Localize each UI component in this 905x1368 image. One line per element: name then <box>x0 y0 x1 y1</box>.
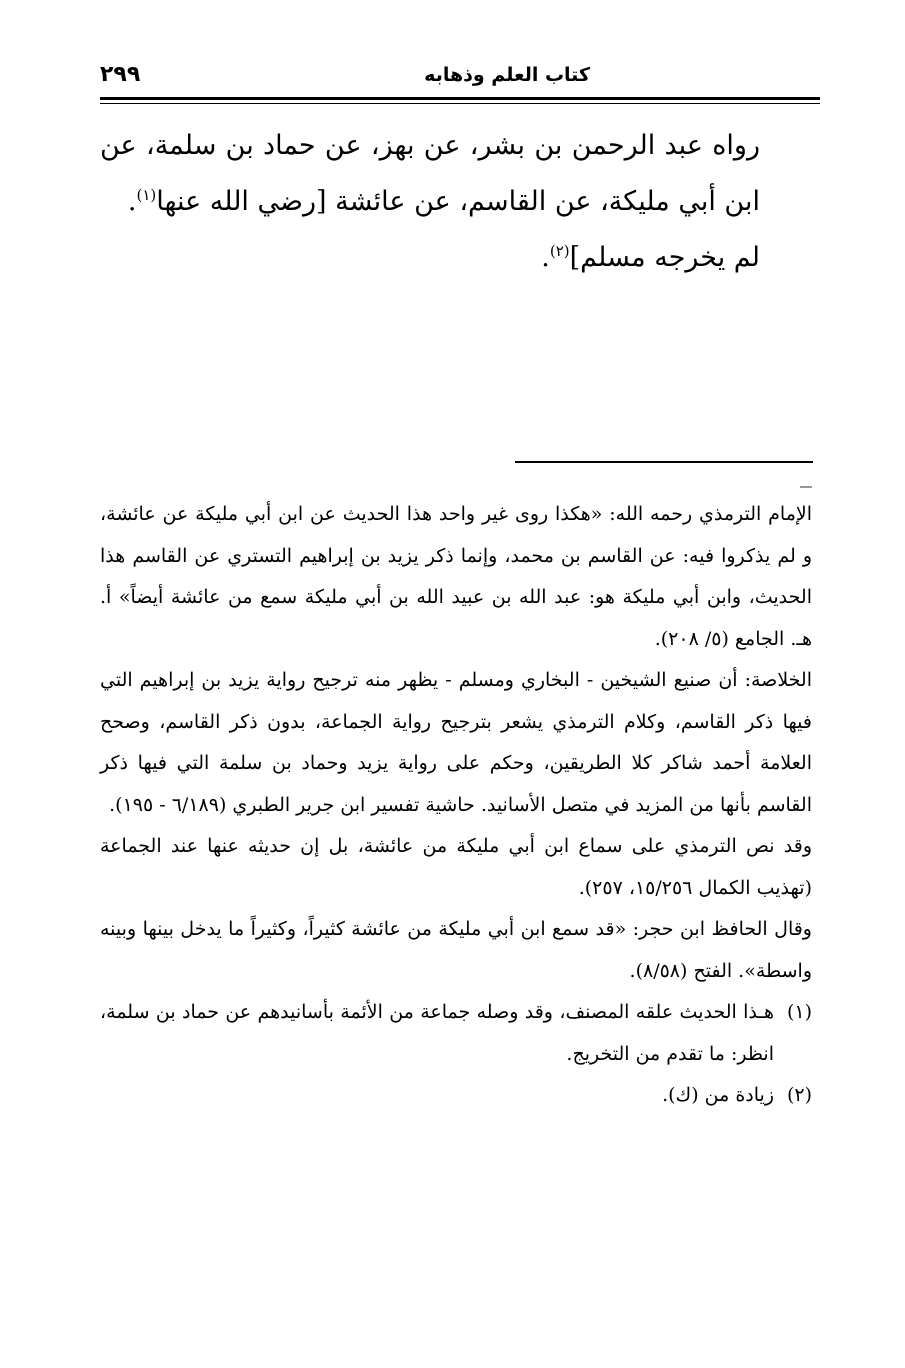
main-text <box>100 118 820 286</box>
book-title: كتاب العلم وذهابه <box>424 64 590 86</box>
footnote-continuation-1: الإمام الترمذي رحمه الله: «هكذا روى غير واحد هذا الحديث عن ابن أبي مليكة عن عائشة، و لم يذكروا فيه: عن القاسم بن محمد، وإنما ذكر يزيد بن إبراهيم التستري عن القاسم هذا الحديث، وابن أبي مليكة هو: عبد الله بن عبيد الله بن أبي مليكة سمع من عائشة أيضاً» أ. هـ. الجامع (٥/ ٢٠٨). <box>100 503 812 650</box>
header-rule-thin <box>100 103 820 104</box>
footnote-separator <box>515 461 813 463</box>
footnote-ref-2: (٢) <box>549 242 570 260</box>
main-paragraph-2-end: . <box>541 242 550 273</box>
main-paragraph-2-text: لم يخرجه مسلم] <box>569 242 760 273</box>
footnotes <box>100 494 812 1117</box>
footnote-ref-1: (١) <box>136 186 157 204</box>
page-number: ٢٩٩ <box>100 62 141 87</box>
scan-mark <box>800 486 812 488</box>
footnote-continuation-2: الخلاصة: أن صنيع الشيخين - البخاري ومسلم - يظهر منه ترجيح رواية يزيد بن إبراهيم التي فيها ذكر القاسم، وكلام الترمذي يشعر بترجيح رواية الجماعة، بدون ذكر القاسم، وصحح العلامة أحمد شاكر كلا الطريقين، وحكم على رواية يزيد وحماد بن سلمة التي فيها ذكر القاسم بأنها من المزيد في متصل الأسانيد. حاشية تفسير ابن جرير الطبري (٦/١٨٩ - ١٩٥). <box>100 669 812 816</box>
footnote-2 <box>100 1075 812 1117</box>
footnote-2-text: زيادة من (ك). <box>662 1084 774 1106</box>
running-header <box>100 62 820 100</box>
main-paragraph-1 <box>100 118 820 230</box>
footnote-1 <box>100 992 812 1075</box>
header-rule <box>100 97 820 100</box>
footnote-continuation-3: وقد نص الترمذي على سماع ابن أبي مليكة من عائشة، بل إن حديثه عنها عند الجماعة (تهذيب الكمال ١٥/٢٥٦، ٢٥٧). <box>100 835 812 899</box>
footnote-continuation-4: وقال الحافظ ابن حجر: «قد سمع ابن أبي مليكة من عائشة كثيراً، وكثيراً ما يدخل بينها وبينه واسطة». الفتح (٨/٥٨). <box>100 918 812 982</box>
main-paragraph-1-end: . <box>127 186 137 217</box>
footnote-1-text: هـذا الحديث علقه المصنف، وقد وصله جماعة من الأئمة بأسانيدهم عن حماد بن سلمة، انظر: ما تقدم من التخريج. <box>100 1001 774 1065</box>
main-paragraph-2 <box>100 230 820 286</box>
footnote-2-number: (٢) <box>786 1084 812 1106</box>
footnote-1-number: (١) <box>786 1001 812 1023</box>
main-paragraph-1-text: رواه عبد الرحمن بن بشر، عن بهز، عن حماد بن سلمة، عن ابن أبي مليكة، عن القاسم، عن عائشة [رضي الله عنها <box>100 130 760 217</box>
